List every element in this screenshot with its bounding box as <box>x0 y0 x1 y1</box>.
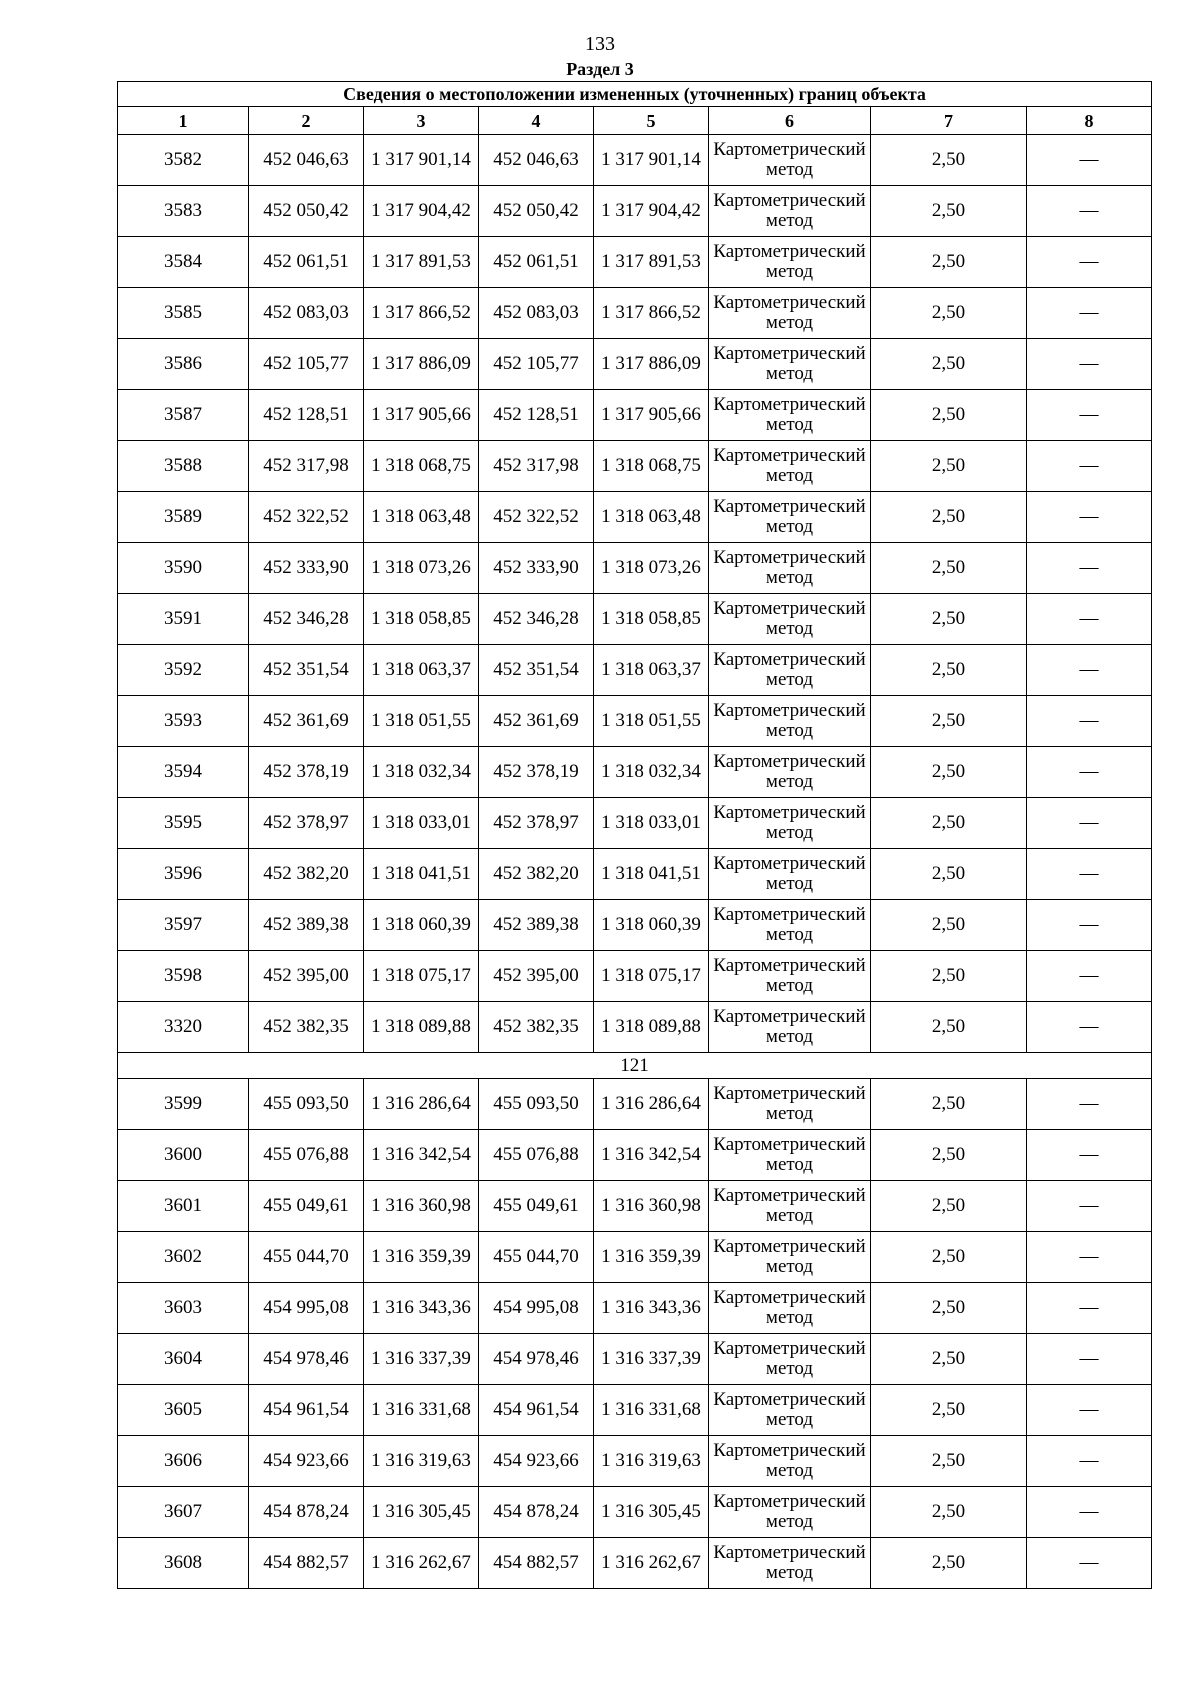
cell-accuracy: 2,50 <box>871 696 1027 747</box>
cell-description: — <box>1027 1232 1152 1283</box>
cell-x-old: 454 995,08 <box>249 1283 364 1334</box>
cell-y-new: 1 318 063,37 <box>594 645 709 696</box>
cell-method: Картометрический метод <box>709 696 871 747</box>
table-row <box>118 645 1152 696</box>
cell-y-new: 1 316 360,98 <box>594 1181 709 1232</box>
cell-x-old: 452 382,35 <box>249 1002 364 1053</box>
cell-description: — <box>1027 186 1152 237</box>
cell-accuracy: 2,50 <box>871 1385 1027 1436</box>
cell-point-number: 3586 <box>118 339 249 390</box>
cell-accuracy: 2,50 <box>871 1079 1027 1130</box>
cell-x-new: 454 923,66 <box>479 1436 594 1487</box>
cell-x-old: 452 378,97 <box>249 798 364 849</box>
cell-x-new: 452 351,54 <box>479 645 594 696</box>
cell-y-old: 1 318 041,51 <box>364 849 479 900</box>
cell-point-number: 3596 <box>118 849 249 900</box>
cell-y-new: 1 316 359,39 <box>594 1232 709 1283</box>
cell-y-old: 1 316 342,54 <box>364 1130 479 1181</box>
cell-y-old: 1 316 286,64 <box>364 1079 479 1130</box>
cell-y-new: 1 318 051,55 <box>594 696 709 747</box>
table-row <box>118 492 1152 543</box>
cell-y-new: 1 317 904,42 <box>594 186 709 237</box>
table-caption: Сведения о местоположении измененных (уточненных) границ объекта <box>118 82 1152 107</box>
cell-method: Картометрический метод <box>709 1436 871 1487</box>
cell-point-number: 3585 <box>118 288 249 339</box>
cell-point-number: 3602 <box>118 1232 249 1283</box>
cell-accuracy: 2,50 <box>871 543 1027 594</box>
cell-y-old: 1 318 063,37 <box>364 645 479 696</box>
cell-description: — <box>1027 951 1152 1002</box>
table-row <box>118 1232 1152 1283</box>
cell-method: Картометрический метод <box>709 1232 871 1283</box>
cell-x-new: 452 382,20 <box>479 849 594 900</box>
table-row <box>118 1283 1152 1334</box>
cell-point-number: 3606 <box>118 1436 249 1487</box>
cell-method: Картометрический метод <box>709 645 871 696</box>
section-title: Раздел 3 <box>566 59 634 79</box>
table-row <box>118 543 1152 594</box>
cell-x-old: 452 050,42 <box>249 186 364 237</box>
cell-x-new: 452 389,38 <box>479 900 594 951</box>
cell-y-old: 1 318 058,85 <box>364 594 479 645</box>
table-row <box>118 339 1152 390</box>
cell-accuracy: 2,50 <box>871 288 1027 339</box>
cell-y-new: 1 316 286,64 <box>594 1079 709 1130</box>
cell-point-number: 3591 <box>118 594 249 645</box>
cell-method: Картометрический метод <box>709 1079 871 1130</box>
column-number-8: 8 <box>1027 107 1152 135</box>
table-row <box>118 696 1152 747</box>
cell-point-number: 3582 <box>118 135 249 186</box>
cell-point-number: 3603 <box>118 1283 249 1334</box>
table-row <box>118 1079 1152 1130</box>
cell-y-new: 1 317 891,53 <box>594 237 709 288</box>
table-row <box>118 1487 1152 1538</box>
cell-accuracy: 2,50 <box>871 849 1027 900</box>
table-body <box>118 135 1152 1589</box>
cell-description: — <box>1027 543 1152 594</box>
cell-point-number: 3595 <box>118 798 249 849</box>
cell-x-old: 454 882,57 <box>249 1538 364 1589</box>
cell-x-new: 452 105,77 <box>479 339 594 390</box>
cell-x-old: 454 878,24 <box>249 1487 364 1538</box>
cell-point-number: 3604 <box>118 1334 249 1385</box>
cell-x-new: 452 317,98 <box>479 441 594 492</box>
cell-x-old: 452 378,19 <box>249 747 364 798</box>
cell-method: Картометрический метод <box>709 1538 871 1589</box>
table-row <box>118 1334 1152 1385</box>
cell-accuracy: 2,50 <box>871 237 1027 288</box>
cell-accuracy: 2,50 <box>871 492 1027 543</box>
cell-x-old: 452 046,63 <box>249 135 364 186</box>
table-row <box>118 237 1152 288</box>
cell-method: Картометрический метод <box>709 900 871 951</box>
column-number-6: 6 <box>709 107 871 135</box>
cell-accuracy: 2,50 <box>871 390 1027 441</box>
cell-description: — <box>1027 288 1152 339</box>
cell-method: Картометрический метод <box>709 543 871 594</box>
cell-x-new: 455 093,50 <box>479 1079 594 1130</box>
table-row <box>118 1181 1152 1232</box>
cell-description: — <box>1027 1436 1152 1487</box>
cell-accuracy: 2,50 <box>871 747 1027 798</box>
cell-y-new: 1 317 901,14 <box>594 135 709 186</box>
cell-y-new: 1 318 075,17 <box>594 951 709 1002</box>
cell-method: Картометрический метод <box>709 1385 871 1436</box>
cell-y-old: 1 318 073,26 <box>364 543 479 594</box>
cell-description: — <box>1027 1130 1152 1181</box>
cell-description: — <box>1027 645 1152 696</box>
cell-accuracy: 2,50 <box>871 1002 1027 1053</box>
cell-y-old: 1 318 075,17 <box>364 951 479 1002</box>
cell-description: — <box>1027 237 1152 288</box>
column-number-4: 4 <box>479 107 594 135</box>
cell-accuracy: 2,50 <box>871 135 1027 186</box>
table-row <box>118 1002 1152 1053</box>
cell-x-old: 455 044,70 <box>249 1232 364 1283</box>
cell-point-number: 3608 <box>118 1538 249 1589</box>
cell-x-new: 454 961,54 <box>479 1385 594 1436</box>
cell-description: — <box>1027 1283 1152 1334</box>
table-row <box>118 594 1152 645</box>
table-caption-row <box>118 82 1152 107</box>
cell-method: Картометрический метод <box>709 594 871 645</box>
cell-method: Картометрический метод <box>709 1283 871 1334</box>
cell-x-old: 452 105,77 <box>249 339 364 390</box>
cell-x-old: 452 389,38 <box>249 900 364 951</box>
cell-y-old: 1 316 359,39 <box>364 1232 479 1283</box>
cell-x-new: 452 333,90 <box>479 543 594 594</box>
cell-y-new: 1 318 041,51 <box>594 849 709 900</box>
cell-description: — <box>1027 900 1152 951</box>
cell-y-new: 1 316 343,36 <box>594 1283 709 1334</box>
cell-method: Картометрический метод <box>709 390 871 441</box>
cell-y-old: 1 317 866,52 <box>364 288 479 339</box>
cell-accuracy: 2,50 <box>871 1334 1027 1385</box>
cell-y-new: 1 317 886,09 <box>594 339 709 390</box>
cell-description: — <box>1027 696 1152 747</box>
table-row <box>118 747 1152 798</box>
cell-method: Картометрический метод <box>709 237 871 288</box>
cell-description: — <box>1027 1385 1152 1436</box>
cell-y-old: 1 318 089,88 <box>364 1002 479 1053</box>
cell-x-new: 452 395,00 <box>479 951 594 1002</box>
cell-description: — <box>1027 441 1152 492</box>
cell-x-new: 452 361,69 <box>479 696 594 747</box>
cell-y-old: 1 317 901,14 <box>364 135 479 186</box>
table-row <box>118 390 1152 441</box>
cell-y-new: 1 316 262,67 <box>594 1538 709 1589</box>
cell-x-old: 452 382,20 <box>249 849 364 900</box>
cell-method: Картометрический метод <box>709 798 871 849</box>
cell-x-old: 452 351,54 <box>249 645 364 696</box>
cell-y-new: 1 318 033,01 <box>594 798 709 849</box>
column-number-1: 1 <box>118 107 249 135</box>
column-number-3: 3 <box>364 107 479 135</box>
cell-x-new: 455 044,70 <box>479 1232 594 1283</box>
cell-description: — <box>1027 747 1152 798</box>
cell-method: Картометрический метод <box>709 135 871 186</box>
cell-accuracy: 2,50 <box>871 1487 1027 1538</box>
cell-method: Картометрический метод <box>709 1002 871 1053</box>
cell-y-old: 1 318 063,48 <box>364 492 479 543</box>
cell-accuracy: 2,50 <box>871 339 1027 390</box>
cell-y-new: 1 316 342,54 <box>594 1130 709 1181</box>
column-number-5: 5 <box>594 107 709 135</box>
cell-y-old: 1 316 319,63 <box>364 1436 479 1487</box>
table-row <box>118 1436 1152 1487</box>
cell-accuracy: 2,50 <box>871 798 1027 849</box>
cell-method: Картометрический метод <box>709 492 871 543</box>
cell-x-old: 452 083,03 <box>249 288 364 339</box>
cell-point-number: 3599 <box>118 1079 249 1130</box>
cell-point-number: 3593 <box>118 696 249 747</box>
cell-y-old: 1 317 891,53 <box>364 237 479 288</box>
cell-x-new: 452 046,63 <box>479 135 594 186</box>
cell-x-old: 452 322,52 <box>249 492 364 543</box>
cell-x-new: 452 050,42 <box>479 186 594 237</box>
cell-accuracy: 2,50 <box>871 1283 1027 1334</box>
cell-point-number: 3601 <box>118 1181 249 1232</box>
column-number-7: 7 <box>871 107 1027 135</box>
cell-method: Картометрический метод <box>709 1130 871 1181</box>
cell-description: — <box>1027 849 1152 900</box>
table-row <box>118 798 1152 849</box>
cell-x-old: 454 978,46 <box>249 1334 364 1385</box>
cell-description: — <box>1027 1079 1152 1130</box>
cell-method: Картометрический метод <box>709 1334 871 1385</box>
cell-y-old: 1 317 905,66 <box>364 390 479 441</box>
cell-accuracy: 2,50 <box>871 186 1027 237</box>
table-row <box>118 135 1152 186</box>
cell-point-number: 3598 <box>118 951 249 1002</box>
cell-y-old: 1 316 360,98 <box>364 1181 479 1232</box>
cell-x-new: 454 995,08 <box>479 1283 594 1334</box>
cell-y-new: 1 318 073,26 <box>594 543 709 594</box>
cell-x-new: 455 076,88 <box>479 1130 594 1181</box>
table-row <box>118 951 1152 1002</box>
cell-point-number: 3588 <box>118 441 249 492</box>
cell-accuracy: 2,50 <box>871 441 1027 492</box>
group-row <box>118 1053 1152 1079</box>
cell-accuracy: 2,50 <box>871 1181 1027 1232</box>
cell-x-new: 452 346,28 <box>479 594 594 645</box>
page-number: 133 <box>585 33 615 55</box>
coordinates-table <box>117 81 1152 1589</box>
cell-point-number: 3587 <box>118 390 249 441</box>
cell-x-old: 455 049,61 <box>249 1181 364 1232</box>
cell-point-number: 3590 <box>118 543 249 594</box>
cell-x-new: 452 378,19 <box>479 747 594 798</box>
cell-method: Картометрический метод <box>709 186 871 237</box>
cell-method: Картометрический метод <box>709 951 871 1002</box>
cell-method: Картометрический метод <box>709 288 871 339</box>
table-row <box>118 441 1152 492</box>
cell-y-new: 1 316 337,39 <box>594 1334 709 1385</box>
cell-x-old: 452 346,28 <box>249 594 364 645</box>
cell-x-old: 455 093,50 <box>249 1079 364 1130</box>
cell-method: Картометрический метод <box>709 849 871 900</box>
cell-x-new: 452 128,51 <box>479 390 594 441</box>
cell-accuracy: 2,50 <box>871 594 1027 645</box>
cell-y-old: 1 318 068,75 <box>364 441 479 492</box>
cell-description: — <box>1027 1487 1152 1538</box>
cell-method: Картометрический метод <box>709 1487 871 1538</box>
table-row <box>118 288 1152 339</box>
cell-point-number: 3583 <box>118 186 249 237</box>
column-number-2: 2 <box>249 107 364 135</box>
table-row <box>118 900 1152 951</box>
cell-y-new: 1 318 032,34 <box>594 747 709 798</box>
cell-point-number: 3589 <box>118 492 249 543</box>
cell-x-old: 452 061,51 <box>249 237 364 288</box>
cell-y-new: 1 316 331,68 <box>594 1385 709 1436</box>
cell-point-number: 3594 <box>118 747 249 798</box>
cell-y-old: 1 318 060,39 <box>364 900 479 951</box>
cell-description: — <box>1027 339 1152 390</box>
cell-point-number: 3320 <box>118 1002 249 1053</box>
cell-accuracy: 2,50 <box>871 645 1027 696</box>
cell-y-new: 1 317 866,52 <box>594 288 709 339</box>
cell-x-old: 455 076,88 <box>249 1130 364 1181</box>
cell-description: — <box>1027 390 1152 441</box>
cell-description: — <box>1027 1538 1152 1589</box>
cell-method: Картометрический метод <box>709 747 871 798</box>
cell-x-new: 452 061,51 <box>479 237 594 288</box>
cell-point-number: 3600 <box>118 1130 249 1181</box>
cell-point-number: 3605 <box>118 1385 249 1436</box>
cell-y-new: 1 317 905,66 <box>594 390 709 441</box>
cell-x-new: 455 049,61 <box>479 1181 594 1232</box>
cell-x-new: 452 322,52 <box>479 492 594 543</box>
cell-x-old: 452 395,00 <box>249 951 364 1002</box>
cell-y-old: 1 318 033,01 <box>364 798 479 849</box>
cell-y-new: 1 318 063,48 <box>594 492 709 543</box>
group-label: 121 <box>118 1053 1152 1079</box>
cell-accuracy: 2,50 <box>871 1436 1027 1487</box>
cell-x-old: 454 923,66 <box>249 1436 364 1487</box>
cell-description: — <box>1027 1181 1152 1232</box>
cell-y-old: 1 316 305,45 <box>364 1487 479 1538</box>
cell-y-new: 1 316 305,45 <box>594 1487 709 1538</box>
cell-y-new: 1 318 058,85 <box>594 594 709 645</box>
table-row <box>118 1538 1152 1589</box>
cell-x-old: 452 317,98 <box>249 441 364 492</box>
cell-y-old: 1 317 886,09 <box>364 339 479 390</box>
cell-x-old: 452 333,90 <box>249 543 364 594</box>
cell-description: — <box>1027 594 1152 645</box>
cell-x-new: 452 382,35 <box>479 1002 594 1053</box>
cell-x-new: 454 882,57 <box>479 1538 594 1589</box>
cell-y-old: 1 316 343,36 <box>364 1283 479 1334</box>
cell-x-new: 452 378,97 <box>479 798 594 849</box>
table-row <box>118 186 1152 237</box>
column-number-row <box>118 107 1152 135</box>
cell-x-old: 452 128,51 <box>249 390 364 441</box>
table-row <box>118 1385 1152 1436</box>
cell-point-number: 3592 <box>118 645 249 696</box>
table-row <box>118 849 1152 900</box>
cell-accuracy: 2,50 <box>871 1538 1027 1589</box>
cell-method: Картометрический метод <box>709 339 871 390</box>
cell-y-new: 1 318 060,39 <box>594 900 709 951</box>
table-row <box>118 1130 1152 1181</box>
cell-point-number: 3607 <box>118 1487 249 1538</box>
cell-description: — <box>1027 1002 1152 1053</box>
cell-x-new: 454 878,24 <box>479 1487 594 1538</box>
cell-y-old: 1 316 262,67 <box>364 1538 479 1589</box>
cell-method: Картометрический метод <box>709 441 871 492</box>
cell-description: — <box>1027 798 1152 849</box>
cell-x-old: 452 361,69 <box>249 696 364 747</box>
cell-description: — <box>1027 1334 1152 1385</box>
cell-description: — <box>1027 492 1152 543</box>
cell-y-new: 1 318 089,88 <box>594 1002 709 1053</box>
cell-x-new: 452 083,03 <box>479 288 594 339</box>
cell-y-new: 1 318 068,75 <box>594 441 709 492</box>
cell-y-old: 1 316 331,68 <box>364 1385 479 1436</box>
cell-point-number: 3584 <box>118 237 249 288</box>
cell-accuracy: 2,50 <box>871 951 1027 1002</box>
cell-y-old: 1 318 032,34 <box>364 747 479 798</box>
cell-y-new: 1 316 319,63 <box>594 1436 709 1487</box>
cell-accuracy: 2,50 <box>871 1130 1027 1181</box>
cell-y-old: 1 317 904,42 <box>364 186 479 237</box>
cell-x-old: 454 961,54 <box>249 1385 364 1436</box>
cell-y-old: 1 316 337,39 <box>364 1334 479 1385</box>
cell-method: Картометрический метод <box>709 1181 871 1232</box>
cell-x-new: 454 978,46 <box>479 1334 594 1385</box>
cell-point-number: 3597 <box>118 900 249 951</box>
cell-accuracy: 2,50 <box>871 900 1027 951</box>
cell-description: — <box>1027 135 1152 186</box>
cell-y-old: 1 318 051,55 <box>364 696 479 747</box>
cell-accuracy: 2,50 <box>871 1232 1027 1283</box>
